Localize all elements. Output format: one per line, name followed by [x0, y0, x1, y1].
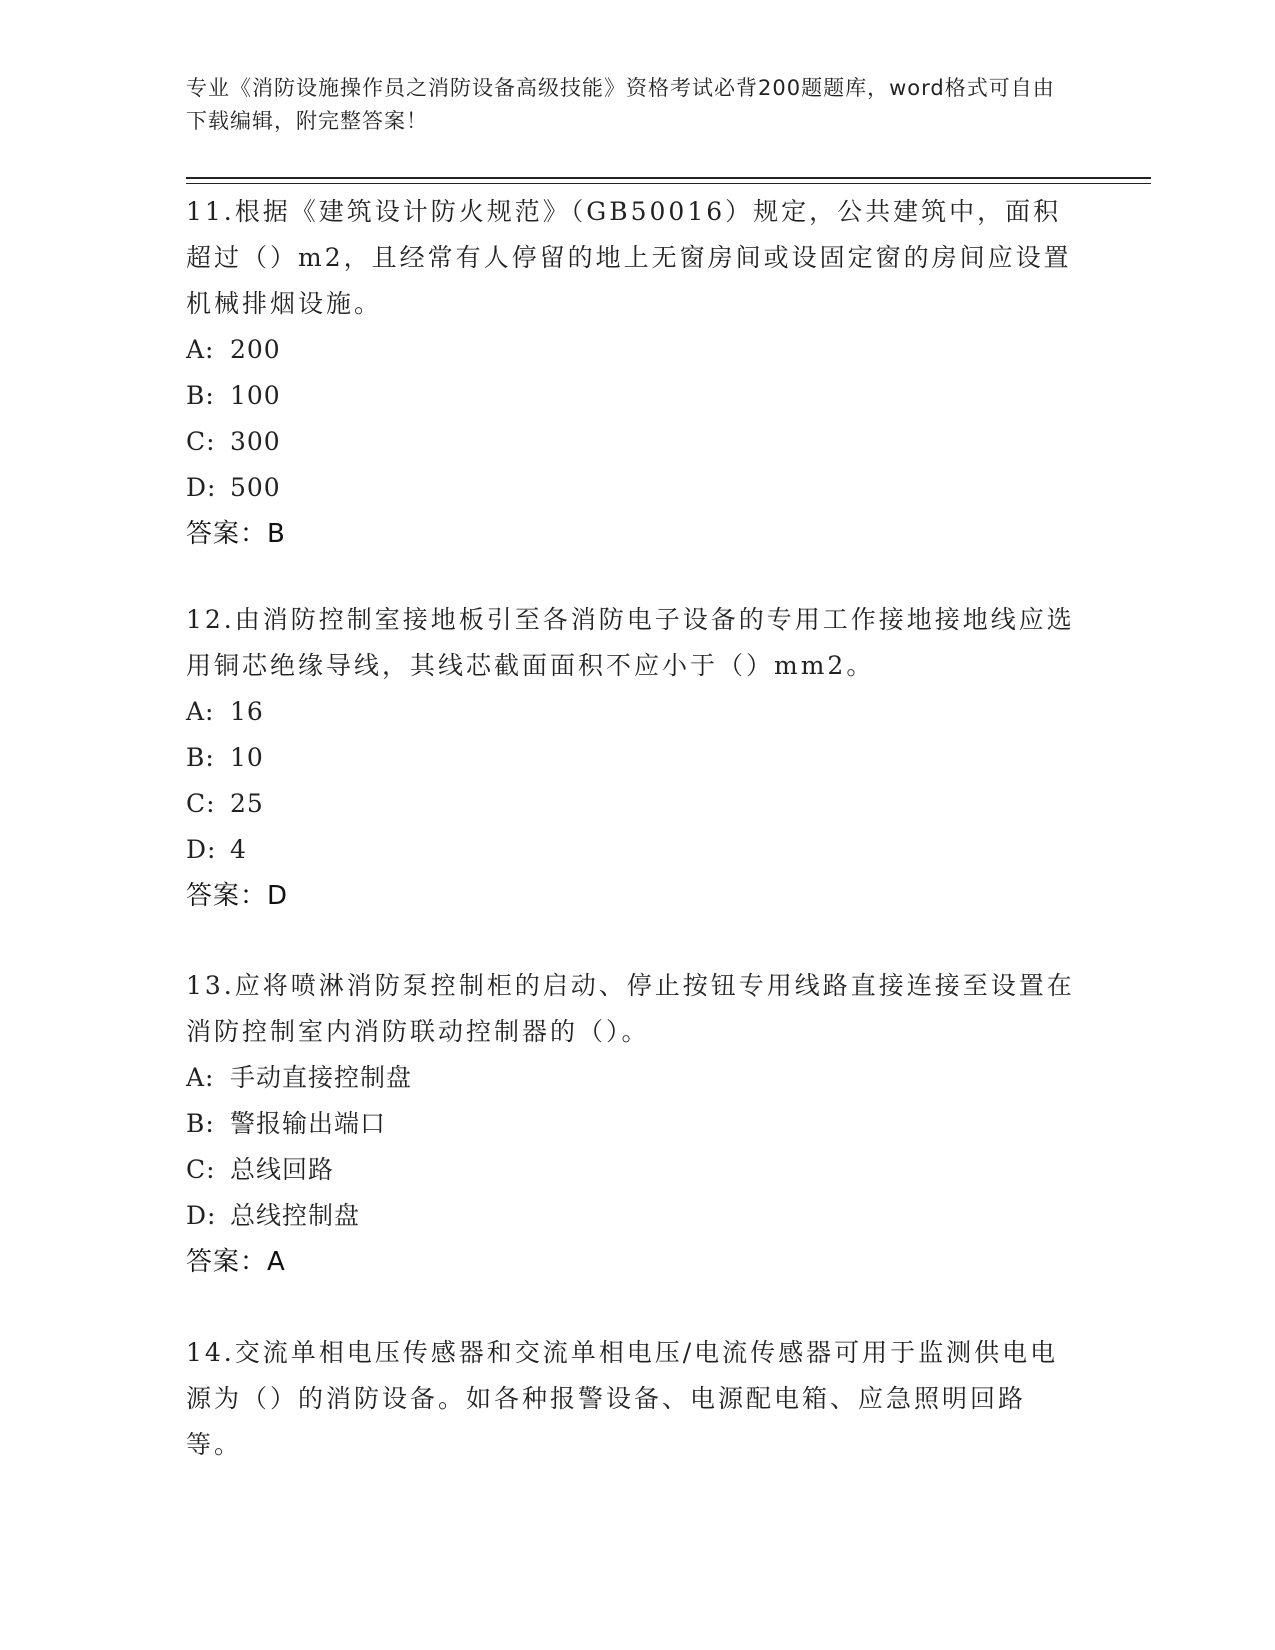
question-stem: 11.根据《建筑设计防火规范》（GB50016）规定，公共建筑中，面积超过（）m2，且经常有人停留的地上无窗房间或设固定窗的房间应设置机械排烟设施。	[186, 197, 1072, 318]
option-c	[186, 781, 1076, 827]
option-a	[186, 689, 1076, 735]
option-letter: C:	[186, 427, 216, 456]
option-text: 500	[230, 473, 281, 502]
option-text: 200	[230, 335, 281, 364]
option-letter: B:	[186, 743, 215, 772]
option-text: 300	[230, 427, 281, 456]
answer-line: 答案：A	[186, 1247, 286, 1277]
header-divider-thin	[186, 183, 1151, 184]
option-letter: B:	[186, 1109, 215, 1138]
question-12	[186, 597, 1076, 919]
header-divider-thick	[186, 177, 1151, 179]
answer-line: 答案：D	[186, 881, 289, 911]
question-11	[186, 189, 1076, 557]
option-letter: D:	[186, 473, 217, 502]
option-text: 总线回路	[230, 1155, 335, 1184]
question-stem: 12.由消防控制室接地板引至各消防电子设备的专用工作接地接地线应选用铜芯绝缘导线，其线芯截面面积不应小于（）mm2。	[186, 605, 1075, 680]
document-header: 专业《消防设施操作员之消防设备高级技能》资格考试必背200题题库，word格式可自由下载编辑，附完整答案！	[186, 76, 1055, 133]
option-letter: B:	[186, 381, 215, 410]
option-letter: A:	[186, 1063, 215, 1092]
option-d	[186, 1193, 1076, 1239]
option-a	[186, 1055, 1076, 1101]
option-text: 总线控制盘	[230, 1201, 361, 1230]
option-text: 16	[230, 697, 264, 726]
option-text: 25	[230, 789, 264, 818]
option-d	[186, 827, 1076, 873]
option-letter: C:	[186, 1155, 216, 1184]
option-text: 10	[230, 743, 264, 772]
option-letter: D:	[186, 1201, 217, 1230]
option-b	[186, 735, 1076, 781]
question-14	[186, 1330, 1076, 1468]
option-a	[186, 327, 1076, 373]
answer-line: 答案：B	[186, 519, 286, 549]
option-text: 4	[230, 835, 247, 864]
option-letter: A:	[186, 697, 215, 726]
option-letter: A:	[186, 335, 215, 364]
option-text: 手动直接控制盘	[230, 1063, 413, 1092]
option-text: 警报输出端口	[230, 1109, 387, 1138]
option-b	[186, 1101, 1076, 1147]
option-text: 100	[230, 381, 281, 410]
option-b	[186, 373, 1076, 419]
option-c	[186, 1147, 1076, 1193]
option-d	[186, 465, 1076, 511]
option-letter: C:	[186, 789, 216, 818]
option-letter: D:	[186, 835, 217, 864]
question-stem: 13.应将喷淋消防泵控制柜的启动、停止按钮专用线路直接连接至设置在消防控制室内消防联动控制器的（）。	[186, 971, 1075, 1046]
option-c	[186, 419, 1076, 465]
question-stem: 14.交流单相电压传感器和交流单相电压/电流传感器可用于监测供电电源为（）的消防设备。如各种报警设备、电源配电箱、应急照明回路等。	[186, 1338, 1059, 1459]
question-13	[186, 963, 1076, 1285]
